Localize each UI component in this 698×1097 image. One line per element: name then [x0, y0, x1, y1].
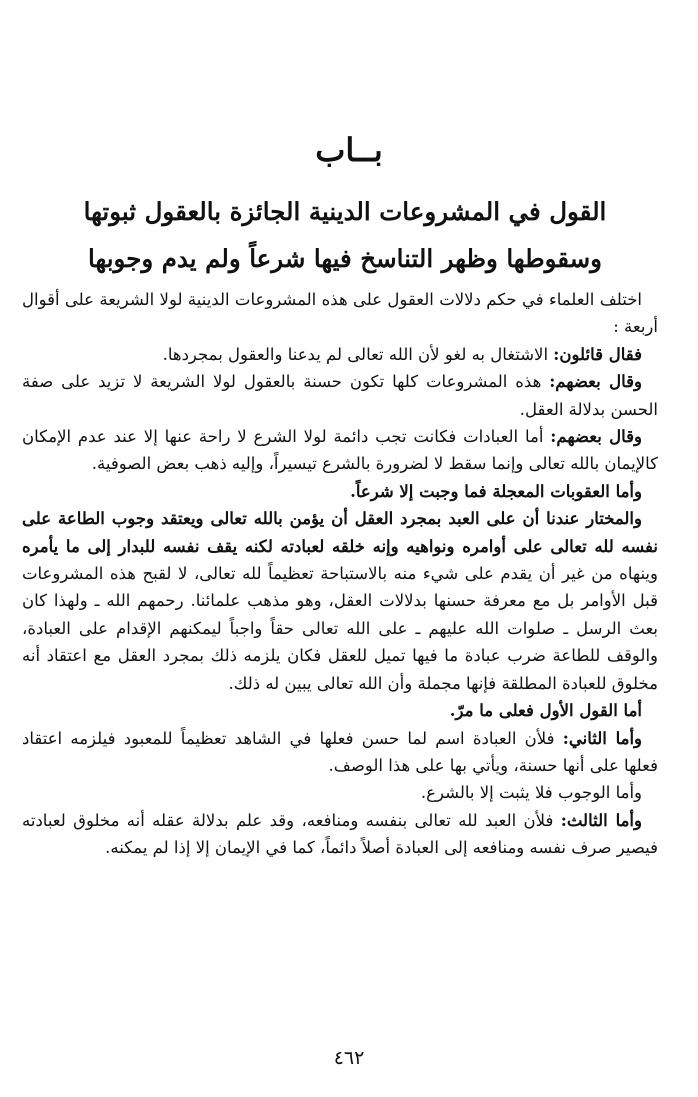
chosen-opinion-paragraph [22, 505, 658, 697]
obligation-paragraph: وأما الوجوب فلا يثبت إلا بالشرع. [420, 783, 642, 803]
chapter-heading: بــاب [315, 131, 383, 169]
third-opinion-paragraph [22, 423, 658, 478]
first-opinion-lead: فقال قائلون: [553, 344, 642, 364]
first-opinion-text: الاشتغال به لغو لأن الله تعالى لم يدعنا والعقول بمجردها. [162, 344, 554, 364]
page-number: ٤٦٢ [333, 1047, 365, 1069]
first-reply-paragraph: أما القول الأول فعلى ما مرّ. [449, 701, 642, 721]
second-reply-paragraph [22, 725, 658, 780]
third-reply-lead: وأما الثالث: [560, 810, 642, 830]
third-opinion-lead: وقال بعضهم: [550, 427, 642, 447]
second-opinion-lead: وقال بعضهم: [549, 372, 643, 392]
chosen-opinion-text: وينهاه من غير أن يقدم على شيء منه بالاستباحة تعظيماً لله تعالى، لا لقبح هذه المشروعات قبل الأوامر بل مع معرفة حسنها بدلالات العقل، وهو مذهب علمائنا. رحمهم الله ـ ولهذا كان بعث الرسل ـ صلوات الله عليهم ـ على الله تعالى حقاً واجباً ليمكنهم الإقدام على العبادة، والوقف للطاعة ضرب عبادة ما فيها تميل للعقل فكان يلزمه ذلك بمجرد العقل مع اعتقاد أنه مخلوق للعبادة المطلقة فإنها مجملة وأن الله تعالى يبين له ذلك. [22, 564, 658, 693]
first-opinion-paragraph [22, 341, 658, 368]
intro-paragraph: اختلف العلماء في حكم دلالات العقول على هذه المشروعات الدينية لولا الشريعة على أقوال أربعة : [22, 290, 658, 337]
second-opinion-paragraph [22, 368, 658, 423]
body-text [22, 286, 658, 862]
third-opinion-text: أما العبادات فكانت تجب دائمة لولا الشرع لا راحة عنها إلا عند عدم الإمكان كالإيمان بالله تعالى وإنما سقط لا لضرورة بالشرع تيسيراً، وإليه ذهب بعض الصوفية. [22, 427, 658, 474]
section-title: القول في المشروعات الدينية الجائزة بالعقول ثبوتها وسقوطها وظهر التناسخ فيها شرعاً ولم يدم وجوبها [83, 197, 607, 273]
second-reply-lead: وأما الثاني: [562, 728, 642, 748]
second-opinion-text: هذه المشروعات كلها تكون حسنة بالعقول لولا الشريعة لا تزيد على صفة الحسن بدلالة العقل. [22, 372, 658, 419]
second-reply-text: فلأن العبادة اسم لما حسن فعلها في الشاهد تعظيماً للمعبود فيلزمه اعتقاد فعلها على أنها حسنة، ويأتي بها على هذا الوصف. [22, 728, 658, 775]
fourth-opinion-paragraph: وأما العقوبات المعجلة فما وجبت إلا شرعاً. [350, 481, 642, 501]
third-reply-text: فلأن العبد لله تعالى بنفسه ومنافعه، وقد علم بدلالة عقله أنه مخلوق لعبادته فيصير صرف نفسه ومنافعه إلى العبادة أصلاً دائماً، كما في الإيمان إلا إذا لم يمكنه. [22, 810, 658, 858]
third-reply-paragraph [22, 807, 658, 862]
chosen-opinion-lead: والمختار عندنا أن على العبد بمجرد العقل أن يؤمن بالله تعالى ويعتقد وجوب الطاعة على نفسه لله تعالى على أوامره ونواهيه وإنه خلقه لعبادته لكنه يقف نفسه للبدار إلى ما يأمره [22, 509, 658, 556]
